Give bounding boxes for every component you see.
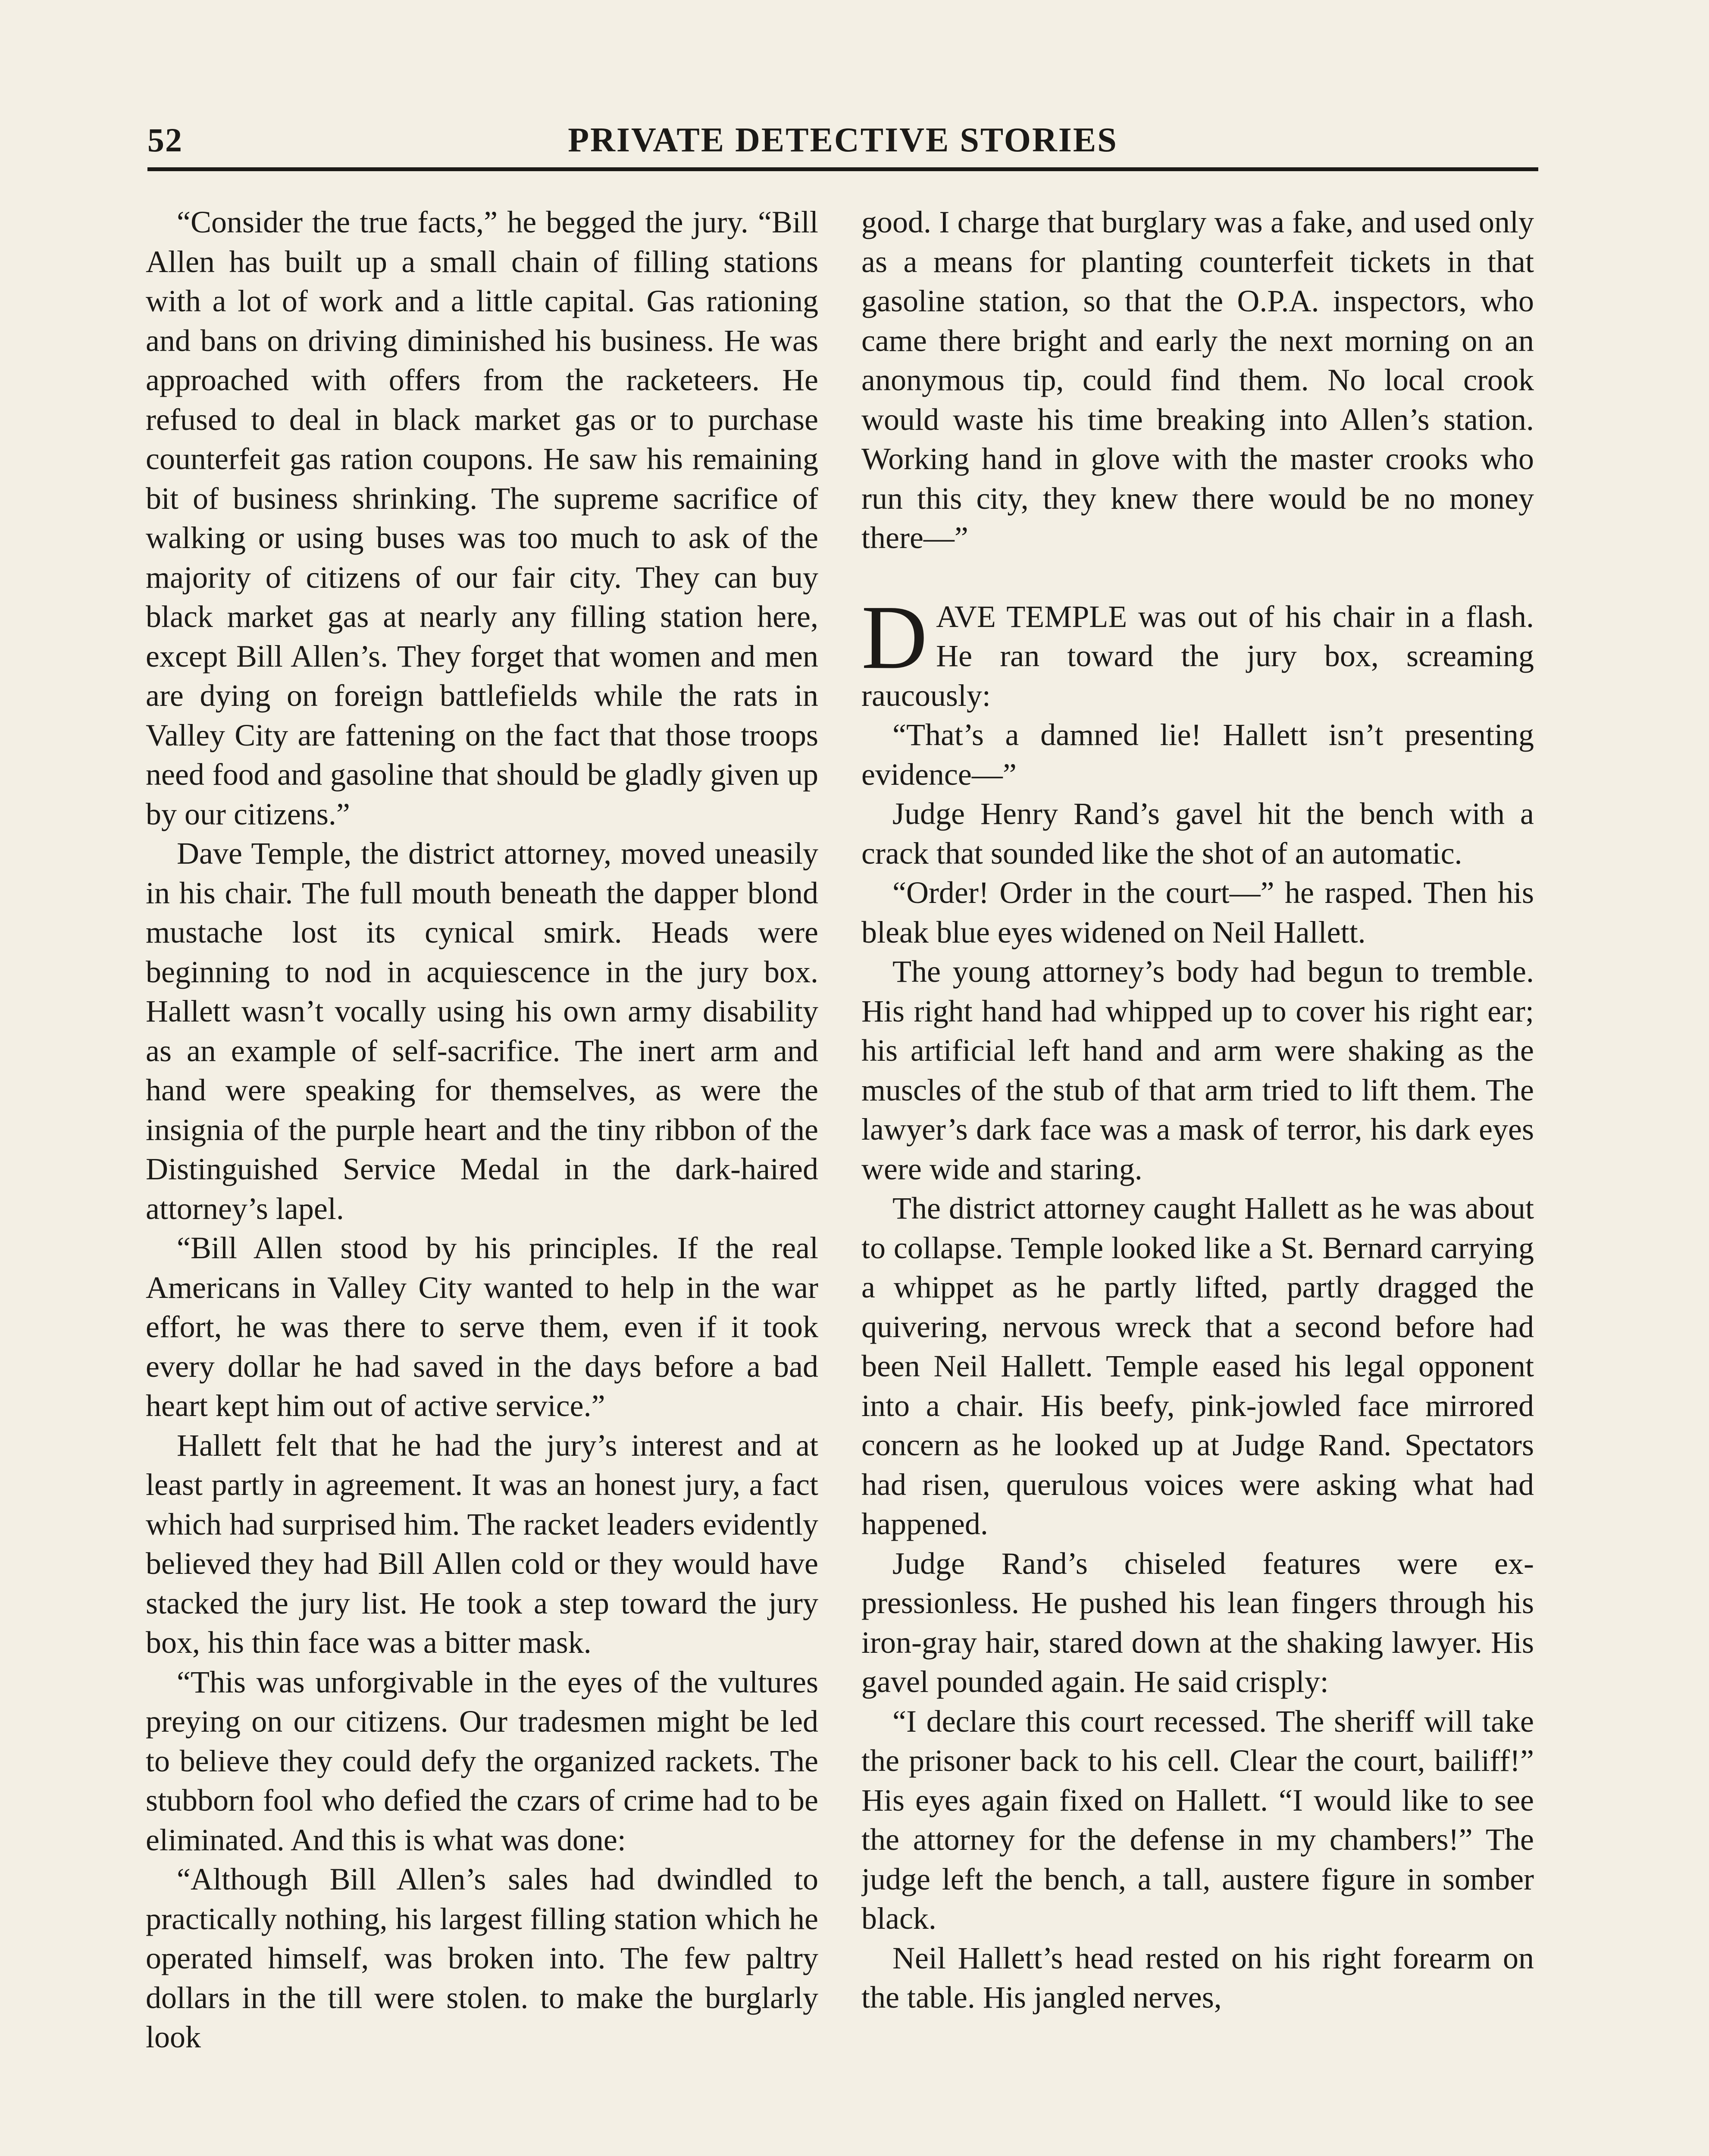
paragraph: “Consider the true facts,” he begged the jury. “Bill Allen has built up a small chain of filling stations with a lot of work and a little capital. Gas rationing and bans on driving diminished his business. He was approached with offers from the racketeers. He refused to deal in black market gas or to purchase counterfeit gas ration coupons. He saw his remaining bit of business shrinking. The supreme sacrifice of walking or using buses was too much to ask of the majority of citizens of our fair city. They can buy black market gas at nearly any filling station here, except Bill Allen’s. They forget that women and men are dying on foreign battlefields while the rats in Valley City are fattening on the fact that those troops need food and gasoline that should be gladly given up by our citizens.” — [146, 205, 818, 831]
paragraph: “I declare this court recessed. The sheriff will take the prisoner back to his cell. Clear the court, bailiff!” His eyes again fixed on Hallett. “I would like to see the attorney for the defense in my chambers!” The judge left the bench, a tall, austere figure in somber black. — [861, 1704, 1534, 1936]
paragraph: Judge Henry Rand’s gavel hit the bench with a crack that sounded like the shot of an automatic. — [861, 796, 1534, 871]
section-opening-text: AVE TEMPLE was out of his chair in a flash. He ran toward the jury box, screaming raucously: — [861, 599, 1534, 713]
page-header — [147, 116, 1538, 171]
paragraph: Neil Hallett’s head rested on his right forearm on the table. His jangled nerves, — [861, 1940, 1534, 2015]
paragraph: “That’s a damned lie! Hallett isn’t presenting evidence—” — [861, 718, 1534, 792]
paragraph: The young attorney’s body had begun to tremble. His right hand had whipped up to cover his right ear; his artificial left hand and arm were shaking as the muscles of the stub of that arm tried to lift them. The lawyer’s dark face was a mask of terror, his dark eyes were wide and staring. — [861, 954, 1534, 1186]
paragraph: “This was unforgivable in the eyes of the vultures preying on our citizens. Our tradesmen might be led to believe they could defy the organized rackets. The stubborn fool who defied the czars of crime had to be eliminated. And this is what was done: — [146, 1664, 818, 1857]
paragraph: Dave Temple, the district attorney, moved uneasily in his chair. The full mouth beneath the dapper blond mustache lost its cynical smirk. Heads were beginning to nod in acquiescence in the jury box. Hallett wasn’t vocally using his own army disability as an example of self-sacrifice. The inert arm and hand were speaking for themselves, as were the insignia of the purple heart and the tiny ribbon of the Distinguished Service Medal in the dark-haired attorney’s lapel. — [146, 836, 818, 1226]
paragraph: “Bill Allen stood by his principles. If the real Americans in Valley City wanted to help in the war effort, he was there to serve them, even if it took every dollar he had saved in the days before a bad heart kept him out of active service.” — [146, 1231, 818, 1423]
continued-paragraph: good. I charge that burglary was a fake, and used only as a means for planting counterfeit tickets in that gasoline station, so that the O.P.A. inspectors, who came there bright and early the next morning on an anonymous tip, could find them. No local crook would waste his time breaking into Allen’s station. Working hand in glove with the master crooks who run this city, they knew there would be no money there—” — [861, 205, 1534, 555]
left-column — [146, 203, 818, 2156]
running-title: PRIVATE DETECTIVE STORIES — [568, 121, 1118, 159]
paragraph: Judge Rand’s chiseled features were expressionless. He pushed his lean fingers through his iron-gray hair, stared down at the shaking lawyer. His gavel pounded again. He said crisply: — [861, 1546, 1534, 1699]
page-number: 52 — [147, 121, 183, 159]
drop-cap: D — [861, 586, 928, 688]
right-column — [861, 203, 1534, 2156]
paragraph: “Although Bill Allen’s sales had dwindled to practically nothing, his largest filling station which he operated himself, was broken into. The few paltry dollars in the till were stolen. to make the burglarly look — [146, 1862, 818, 2054]
paragraph: “Order! Order in the court—” he rasped. Then his bleak blue eyes widened on Neil Hallett. — [861, 875, 1534, 950]
section-opening — [861, 586, 1534, 716]
paragraph: The district attorney caught Hallett as he was about to collapse. Temple looked like a St. Bernard carrying a whippet as he partly lifted, partly dragged the quivering, nervous wreck that a second before had been Neil Hallett. Temple eased his legal opponent into a chair. His beefy, pink-jowled face mirrored concern as he looked up at Judge Rand. Spectators had risen, querulous voices were asking what had happened. — [861, 1191, 1534, 1541]
paragraph: Hallett felt that he had the jury’s interest and at least partly in agreement. It was an honest jury, a fact which had surprised him. The racket leaders evidently believed they had Bill Allen cold or they would have stacked the jury list. He took a step toward the jury box, his thin face was a bitter mask. — [146, 1428, 818, 1660]
